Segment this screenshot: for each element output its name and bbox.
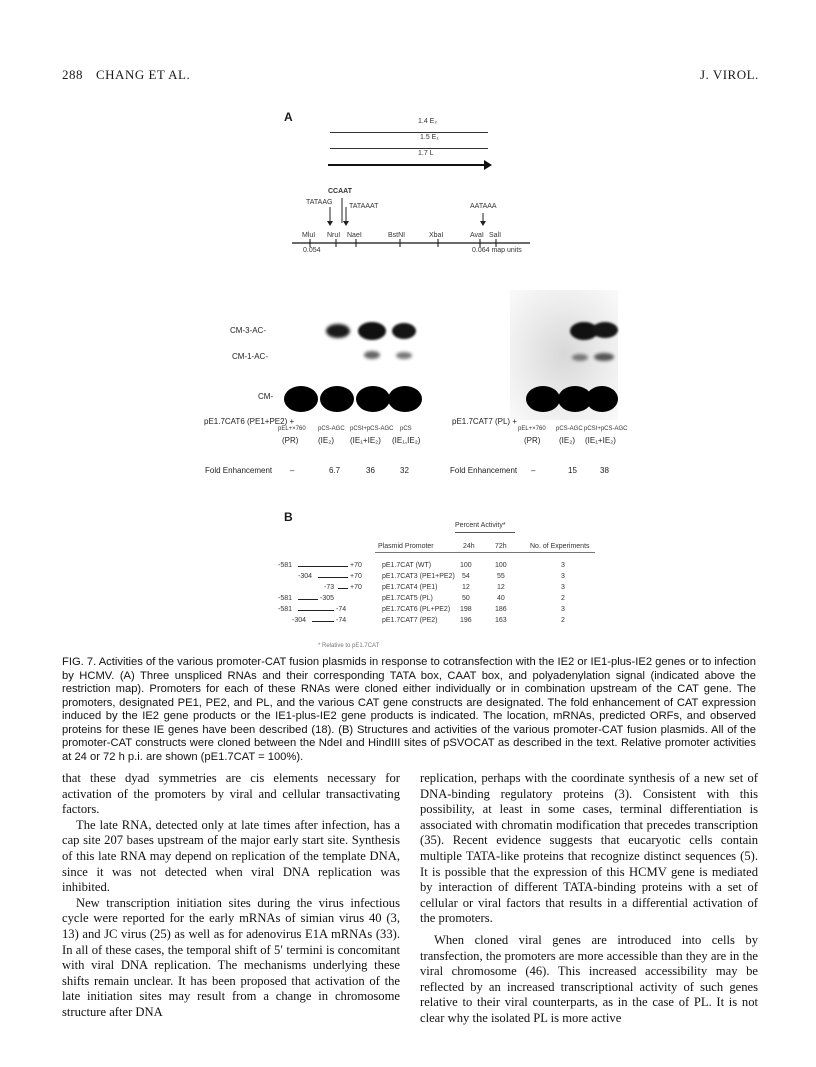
site-naei: NaeI [347,232,362,239]
transcript-e2-label: 1.4 E₂ [418,118,438,125]
ccaat-label: CCAAT [328,188,352,195]
construct-line [298,610,334,611]
gel2-lane2-top: pCS-AGC [556,426,583,432]
row-left-coord: -304 [292,617,307,624]
header-rule [455,532,515,533]
paragraph: New transcription initiation sites during the virus infectious cycle were reported for the early mRNAs of simian virus 40 (3, 13) and JC virus (25) as well as for adenovirus E1A mRNAs (33). In all of these cases, the temporal shift of 5′ termini is concomitant with viral DNA replication. The mechanisms underlying these shifts remain unclear. It has been proposed that activation of the late initiation sites may result from a change in chromosome structure after DNA [62,895,400,1019]
spot2-cm-lane3 [586,386,618,412]
spot2-cm1-lane3 [594,353,614,361]
tataaat-label: TATAAAT [349,203,379,210]
left-column [62,771,400,1021]
row-72h: 55 [497,573,505,580]
gel1-lane3-bottom: (IE₁+IE₂) [350,436,381,445]
site-sali: SalI [489,232,502,239]
construct-line [298,599,318,600]
transcript-e1-line [330,148,488,149]
row-left-coord: -304 [298,573,313,580]
spot-cm1-lane3 [364,351,380,359]
cm1-ac-label: CM-1-AC- [232,352,268,361]
spot-cm1-lane4 [396,352,412,359]
construct-line [312,621,334,622]
spot-cm-lane3 [356,386,390,412]
spot-cm3-lane3 [358,322,386,340]
percent-activity-header: Percent Activity* [455,522,506,529]
site-mlui: MluI [302,232,316,239]
site-avai: AvaI [470,232,484,239]
row-plasmid: pE1.7CAT7 (PE2) [382,617,438,624]
gel2-lane1-bottom: (PR) [524,436,541,445]
restriction-map [290,195,540,265]
gel1-lane1-bottom: (PR) [282,436,299,445]
row-plasmid: pE1.7CAT4 (PE1) [382,584,438,591]
col-plasmid-header: Plasmid Promoter [378,543,434,550]
row-experiments: 2 [561,617,565,624]
gel2-fold-2: 15 [568,466,577,475]
paragraph: that these dyad symmetries are cis elements necessary for activation of the promoters by viral and cellular transactivating factors. [62,771,400,817]
row-24h: 50 [462,595,470,602]
gel1-fold-4: 32 [400,466,409,475]
panel-b-label: B [284,510,293,524]
arrow-head-icon [484,160,492,170]
spot2-cm1-lane2 [572,354,588,361]
spot2-cm-lane1 [526,386,560,412]
row-72h: 100 [495,562,507,569]
row-right-coord: +70 [350,573,362,580]
paragraph: The late RNA, detected only at late times after infection, has a cap site 207 bases upstream of the major early start site. Synthesis of this late RNA may depend on replication of the template DNA, since it was not detected when viral DNA replication was inhibited. [62,817,400,895]
spot-cm-lane2 [320,386,354,412]
gel2-fold-1: – [531,466,536,475]
page-number: 288 [62,67,83,82]
paragraph: When cloned viral genes are introduced into cells by transfection, the promoters are more accessible than they are in the viral chromosome (46). This increased accessibility may be reflected by an increased transcriptional activity of such genes relative to their viral counterparts, as in the case of PL. It is not clear why the isolated PL is more active [420,932,758,1025]
spot-cm3-lane2 [326,324,350,338]
tlc-plate-2 [510,290,618,420]
row-72h: 186 [495,606,507,613]
site-bstni: BstNI [388,232,406,239]
row-experiments: 3 [561,584,565,591]
row-24h: 54 [462,573,470,580]
site-nrui: NruI [327,232,341,239]
tlc-plate-1 [280,300,430,420]
running-authors: CHANG ET AL. [96,67,191,82]
journal-name: J. VIROL. [700,67,759,82]
construct-line [318,577,348,578]
gel1-lane4-bottom: (IE₁,IE₂) [392,436,421,445]
transcript-e2-line [330,132,488,133]
gel1-lane2-bottom: (IE₂) [318,436,334,445]
row-left-coord: -581 [278,595,293,602]
construct-line [298,566,348,567]
gel1-fold-label: Fold Enhancement [205,466,273,475]
row-experiments: 3 [561,562,565,569]
col-experiments-header: No. of Experiments [530,543,590,550]
gel2-lane1-top: pEL+×760 [518,426,546,432]
spot-cm3-lane4 [392,323,416,339]
row-72h: 12 [497,584,505,591]
gel2-lane2-bottom: (IE₂) [559,436,575,445]
table-rule [375,552,595,553]
gel1-plasmid-label: pE1.7CAT6 (PE1+PE2) + [204,417,295,426]
row-experiments: 2 [561,595,565,602]
row-plasmid: pE1.7CAT5 (PL) [382,595,433,602]
transcript-l-label: 1.7 L [418,150,434,157]
gel1-lane2-top: pCS-AGC [318,426,345,432]
gel1-lane3-top: pCSI+pCS-AGC [350,426,394,432]
gel1-fold-2: 6.7 [329,466,341,475]
cm3-ac-label: CM-3-AC- [230,326,266,335]
row-right-coord: +70 [350,584,362,591]
map-left-coord: 0.054 [303,247,321,254]
transcript-map [330,118,500,178]
gel2-lane3-top: pCSI+pCS-AGC [584,426,628,432]
spot-cm-lane1 [284,386,318,412]
construct-table [270,562,610,632]
gel2-fold-label: Fold Enhancement [450,466,518,475]
gel2-plasmid-label: pE1.7CAT7 (PL) + [452,417,517,426]
aataaa-label: AATAAA [470,203,497,210]
row-72h: 163 [495,617,507,624]
row-plasmid: pE1.7CAT6 (PL+PE2) [382,606,451,613]
gel1-fold-3: 36 [366,466,375,475]
row-24h: 198 [460,606,472,613]
row-plasmid: pE1.7CAT3 (PE1+PE2) [382,573,455,580]
construct-line [338,588,348,589]
gel1-lane4-top: pCS [400,426,412,432]
cm-label: CM- [258,392,274,401]
col-72h-header: 72h [495,543,507,550]
transcript-e1-label: 1.5 E₁ [420,134,439,141]
panel-a-label: A [284,110,293,124]
tataag-label: TATAAG [306,199,333,206]
row-24h: 196 [460,617,472,624]
gel2-fold-3: 38 [600,466,609,475]
site-xbai: XbaI [429,232,444,239]
row-left-coord: -581 [278,562,293,569]
spot-cm-lane4 [388,386,422,412]
row-right-coord: -74 [336,606,347,613]
gel1-fold-1: – [290,466,295,475]
row-experiments: 3 [561,606,565,613]
figure-caption: FIG. 7. Activities of the various promoter-CAT fusion plasmids in response to cotransfection with the IE2 or IE1-plus-IE2 genes or to infection by HCMV. (A) Three unspliced RNAs and their corresponding TATA box, CAAT box, and polyadenylation signal (indicated above the restriction map). Promoters for each of these RNAs were cloned either individually or in combination upstream of the CAT gene. The promoters, designated PE1, PE2, and PL, and the various CAT gene constructs are designated. The fold enhancement of CAT expression induced by the IE2 gene products or the IE1-plus-IE2 gene products is indicated. The location, mRNAs, predicted ORFs, and observed proteins for these IE genes have been described (18). (B) Structures and activities of the various promoter-CAT fusion plasmids. All of the promoter-CAT constructs were cloned between the NdeI and HindIII sites of pSVOCAT as described in the text. Relative promoter activities at 24 or 72 h p.i. are shown (pE1.7CAT = 100%). [62,656,756,763]
row-right-coord: +70 [350,562,362,569]
row-left-coord: -581 [278,606,293,613]
row-plasmid: pE1.7CAT (WT) [382,562,432,569]
row-24h: 100 [460,562,472,569]
gel1-lane1-top: pEL+×760 [278,426,306,432]
table-footnote: * Relative to pE1.7CAT [318,643,380,649]
row-right-coord: -305 [320,595,335,602]
row-experiments: 3 [561,573,565,580]
transcript-l-line [328,164,486,166]
paragraph: replication, perhaps with the coordinate synthesis of a new set of DNA-binding regulatory proteins (3). Consistent with this possibility, at least in some cases, terminal differentiation is associated with chromatin modification that precedes transcription (35). Recent evidence suggests that eucaryotic cells contain multiple TATA-like proteins that recognize distinct sequences (5). It is possible that the expression of this HCMV gene is mediated by interaction of different TATA-binding proteins with a set of cellular or viral factors that results in a differential activation of the promoters. [420,771,758,926]
row-72h: 40 [497,595,505,602]
right-column [420,771,758,1027]
map-right-coord: 0.064 map units [472,247,522,254]
col-24h-header: 24h [463,543,475,550]
row-right-coord: -74 [336,617,347,624]
row-24h: 12 [462,584,470,591]
spot2-cm3-lane3 [592,322,618,338]
row-left-coord: -73 [324,584,335,591]
gel2-lane3-bottom: (IE₁+IE₂) [585,436,616,445]
